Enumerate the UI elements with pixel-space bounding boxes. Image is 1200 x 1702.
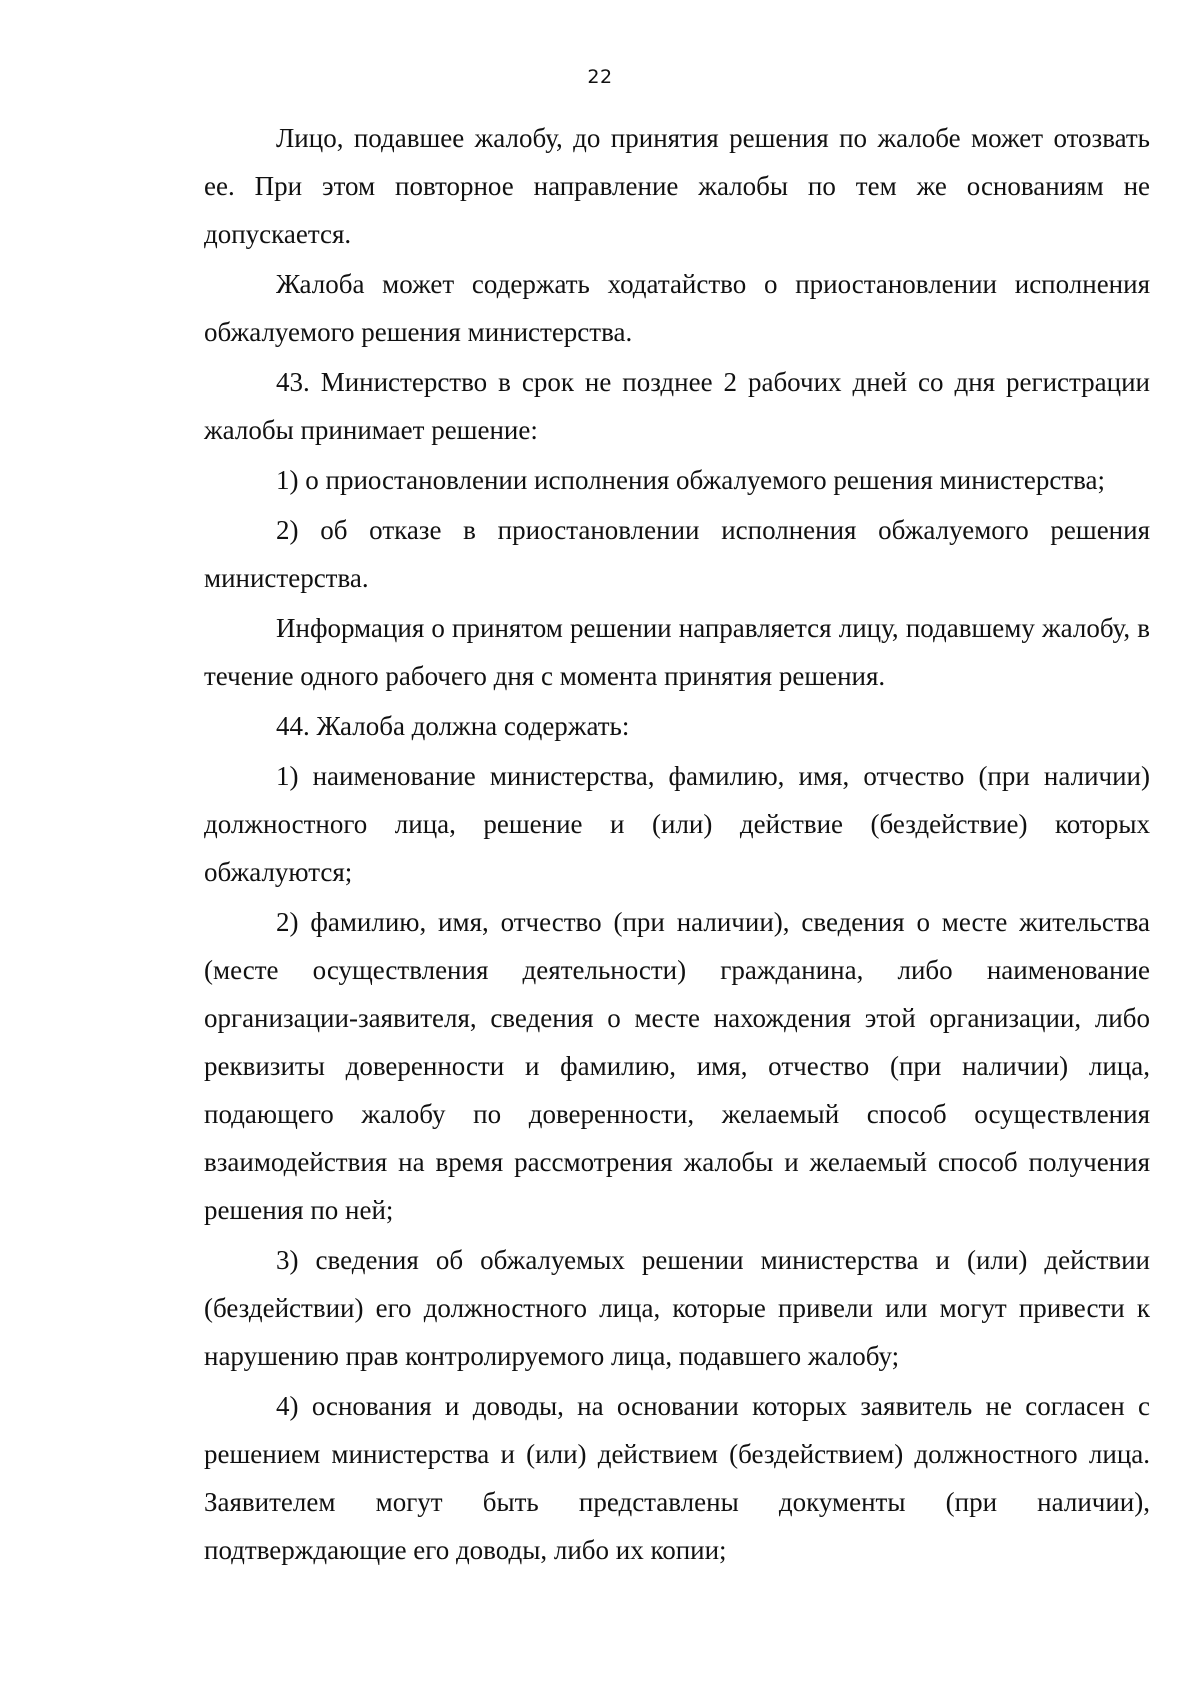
paragraph-clause-44-item-3: 3) сведения об обжалуемых решении министерства и (или) действии (бездействии) его должностного лица, которые привели или могут привести к нарушению прав контролируемого лица, подавшего жалобу; <box>204 1245 1150 1371</box>
paragraph-clause-44-item-4: 4) основания и доводы, на основании которых заявитель не согласен с решением министерства и (или) действием (бездействием) должностного лица. Заявителем могут быть представлены документы (при наличии), подтверждающие его доводы, либо их копии; <box>204 1391 1150 1565</box>
paragraph-clause-43-item-1: 1) о приостановлении исполнения обжалуемого решения министерства; <box>276 465 1106 495</box>
paragraph-clause-44-item-1: 1) наименование министерства, фамилию, имя, отчество (при наличии) должностного лица, решение и (или) действие (бездействие) которых обжалуются; <box>204 761 1150 887</box>
paragraph-clause-43: 43. Министерство в срок не позднее 2 рабочих дней со дня регистрации жалобы принимает решение: <box>204 367 1150 445</box>
paragraph-suspension-request: Жалоба может содержать ходатайство о приостановлении исполнения обжалуемого решения министерства. <box>204 269 1150 347</box>
paragraph-clause-44: 44. Жалоба должна содержать: <box>276 711 630 741</box>
document-body <box>204 114 1150 1576</box>
paragraph-decision-information: Информация о принятом решении направляется лицу, подавшему жалобу, в течение одного рабочего дня с момента принятия решения. <box>204 613 1150 691</box>
paragraph-clause-44-item-2: 2) фамилию, имя, отчество (при наличии), сведения о месте жительства (месте осуществления деятельности) гражданина, либо наименование организации-заявителя, сведения о месте нахождения этой организации, либо реквизиты доверенности и фамилию, имя, отчество (при наличии) лица, подающего жалобу по доверенности, желаемый способ осуществления взаимодействия на время рассмотрения жалобы и желаемый способ получения решения по ней; <box>204 907 1150 1225</box>
paragraph-clause-43-item-2: 2) об отказе в приостановлении исполнения обжалуемого решения министерства. <box>204 515 1150 593</box>
paragraph-withdraw-complaint: Лицо, подавшее жалобу, до принятия решения по жалобе может отозвать ее. При этом повторное направление жалобы по тем же основаниям не допускается. <box>204 123 1150 249</box>
page-number: 22 <box>587 66 613 88</box>
